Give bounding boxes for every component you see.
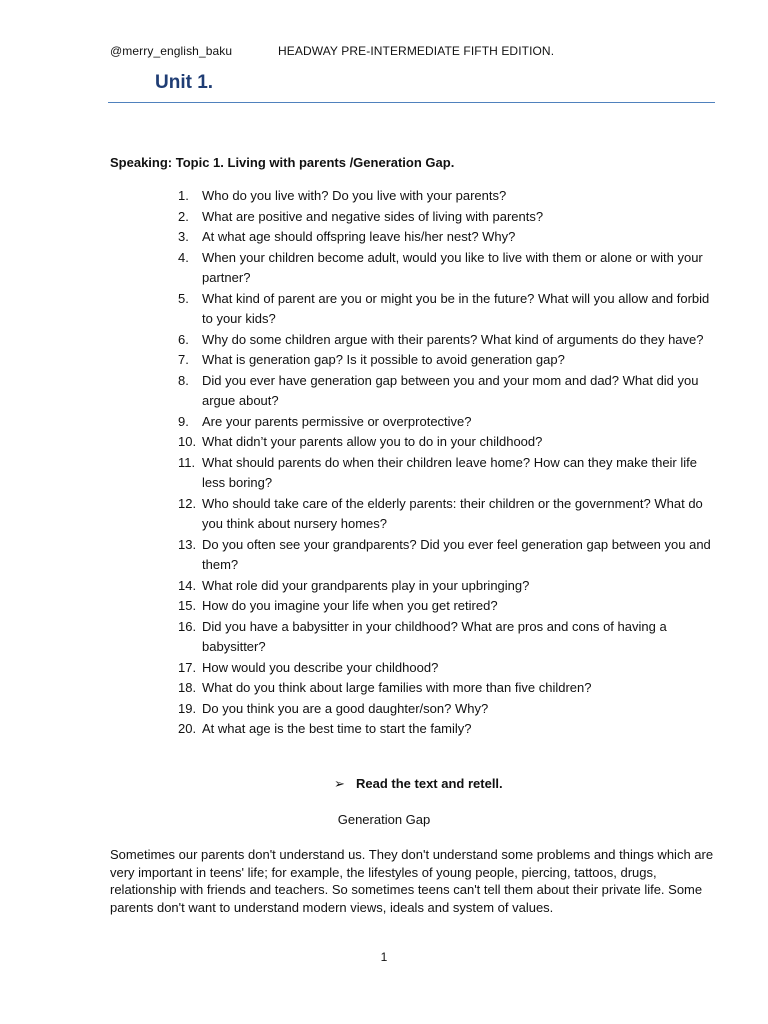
speaking-heading: Speaking: Topic 1. Living with parents /Generation Gap. (110, 155, 455, 170)
body-paragraph: Sometimes our parents don't understand us. They don't understand some problems and things which are very important in teens' life; for example, the lifestyles of young people, piercing, tattoos, drugs, relationship with friends and teachers. So sometimes teens can't tell them about their private life. Some parents don't want to understand modern views, ideals and system of values. (110, 847, 714, 915)
question-text: Who should take care of the elderly parents: their children or the government? What do you think about nursery homes? (202, 495, 703, 531)
question-item (178, 678, 718, 699)
question-text: Why do some children argue with their parents? What kind of arguments do they have? (202, 331, 704, 347)
question-number: 13. (178, 536, 197, 552)
question-number: 17. (178, 659, 197, 675)
question-text: Did you have a babysitter in your childhood? What are pros and cons of having a babysitter? (202, 618, 667, 654)
question-item (178, 535, 718, 576)
question-text: Do you often see your grandparents? Did you ever feel generation gap between you and them? (202, 536, 711, 572)
title-divider (108, 102, 715, 103)
question-item (178, 371, 718, 412)
question-item (178, 453, 718, 494)
question-number: 8. (178, 372, 189, 388)
question-text: What kind of parent are you or might you be in the future? What will you allow and forbid to your kids? (202, 290, 710, 326)
question-item (178, 719, 718, 740)
question-number: 14. (178, 577, 197, 593)
question-item (178, 617, 718, 658)
page-header (110, 44, 554, 58)
arrow-bullet-icon: ➢ (334, 776, 345, 791)
question-number: 20. (178, 721, 197, 736)
question-text: How would you describe your childhood? (202, 659, 439, 675)
question-text: What do you think about large families with more than five children? (202, 680, 592, 695)
question-number: 1. (178, 188, 189, 203)
question-item (178, 494, 718, 535)
question-text: Are your parents permissive or overprotective? (202, 413, 472, 429)
question-number: 12. (178, 495, 197, 511)
question-item (178, 289, 718, 330)
question-text: At what age should offspring leave his/her nest? Why? (202, 229, 516, 244)
question-text: What should parents do when their children leave home? How can they make their life less boring? (202, 454, 697, 490)
text-title: Generation Gap (337, 812, 431, 827)
question-number: 10. (178, 434, 197, 449)
question-number: 9. (178, 413, 189, 429)
read-retell-instruction (334, 776, 503, 792)
question-text: Did you ever have generation gap between you and your mom and dad? What did you argue about? (202, 372, 699, 408)
question-item (178, 576, 718, 597)
question-item (178, 432, 718, 453)
question-text: How do you imagine your life when you get retired? (202, 598, 498, 613)
question-number: 19. (178, 700, 197, 716)
question-list (178, 186, 718, 740)
question-number: 4. (178, 249, 189, 265)
question-number: 18. (178, 680, 197, 695)
question-item (178, 248, 718, 289)
question-number: 2. (178, 208, 189, 224)
question-item (178, 186, 718, 207)
question-text: What role did your grandparents play in your upbringing? (202, 577, 530, 593)
question-item (178, 699, 718, 720)
page-number: 1 (380, 950, 388, 964)
header-book-title: HEADWAY PRE-INTERMEDIATE FIFTH EDITION. (278, 44, 555, 58)
question-number: 7. (178, 352, 189, 367)
question-text: What are positive and negative sides of living with parents? (202, 208, 544, 224)
question-number: 3. (178, 229, 189, 244)
question-item (178, 596, 718, 617)
question-number: 16. (178, 618, 197, 634)
question-item (178, 330, 718, 351)
question-text: Who do you live with? Do you live with your parents? (202, 188, 507, 203)
question-number: 5. (178, 290, 189, 306)
question-number: 11. (178, 454, 196, 470)
question-text: When your children become adult, would you like to live with them or alone or with your partner? (202, 249, 703, 285)
question-item (178, 658, 718, 679)
question-item (178, 350, 718, 371)
question-text: What didn’t your parents allow you to do in your childhood? (202, 434, 543, 449)
question-text: At what age is the best time to start the family? (202, 721, 472, 736)
unit-title: Unit 1. (155, 72, 214, 93)
question-item (178, 227, 718, 248)
question-number: 6. (178, 331, 189, 347)
question-text: What is generation gap? Is it possible to avoid generation gap? (202, 352, 565, 367)
question-item (178, 207, 718, 228)
question-item (178, 412, 718, 433)
read-retell-text: Read the text and retell. (356, 776, 503, 791)
question-number: 15. (178, 598, 197, 613)
header-handle: @merry_english_baku (110, 44, 233, 58)
question-text: Do you think you are a good daughter/son? Why? (202, 700, 489, 716)
